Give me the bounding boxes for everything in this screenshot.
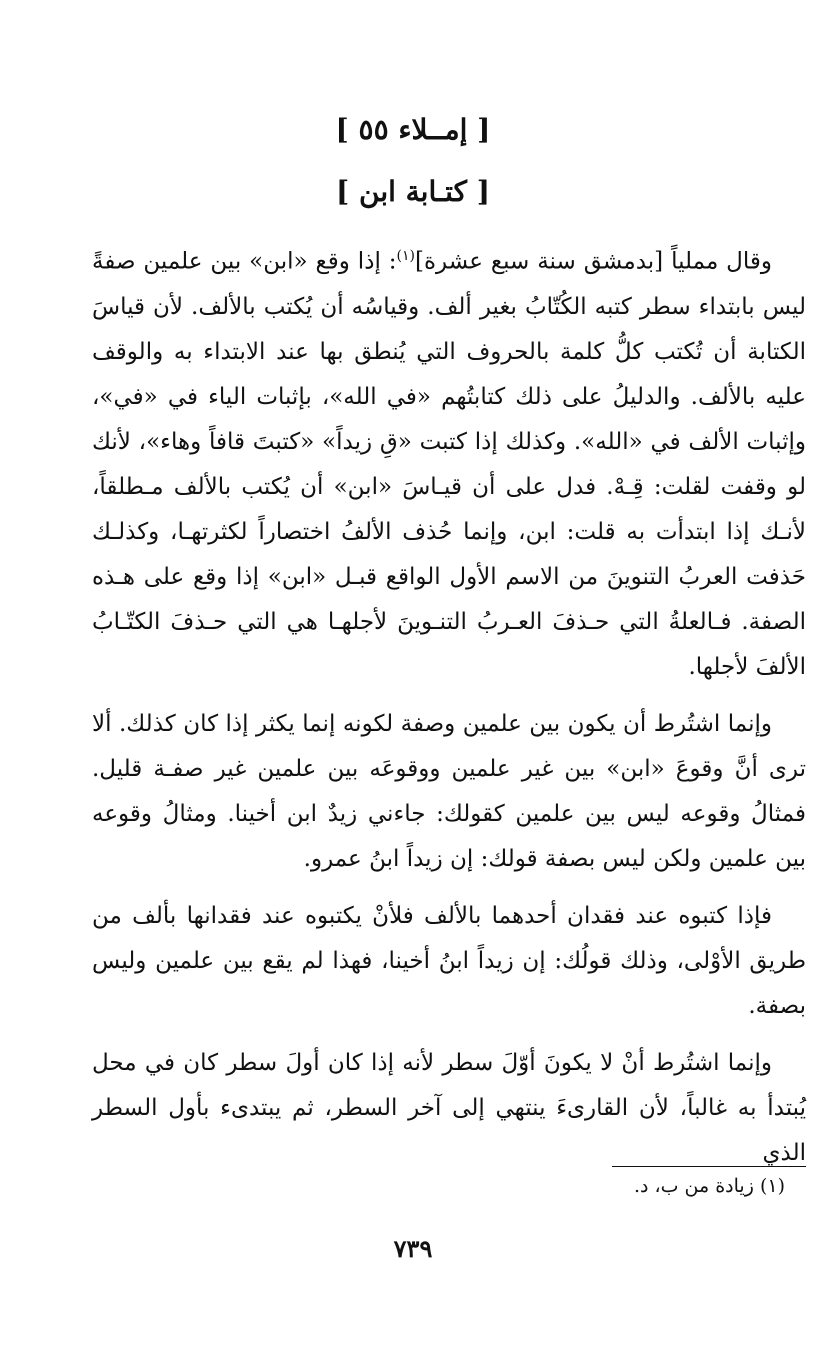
footnote-separator [612, 1166, 806, 1167]
paragraph-1 [92, 234, 806, 690]
footnote-reference: (١) [396, 248, 415, 264]
dictation-heading: [ إمــلاء ٥٥ ] [335, 113, 491, 146]
paragraph-3: فإذا كتبوه عند فقدان أحدهما بالألف فلأنْ يكتبوه عند فقدانها بألف من طريق الأوْلى، وذلك قولُك: إن زيداً ابنُ أخينا، فهذا لم يقع بين علمين وليس بصفة. [92, 902, 806, 1019]
section-subheading: [ كتـابة ابن ] [336, 175, 490, 208]
main-text [92, 234, 806, 1176]
paragraph-2: وإنما اشتُرط أن يكون بين علمين وصفة لكونه إنما يكثر إذا كان كذلك. ألا ترى أنَّ وقوعَ «ابن» بين غير علمين ووقوعَه بين علمين غير صفـة قليل. فمثالُ وقوعه ليس بين علمين كقولك: جاءني زيدٌ ابن أخينا. ومثالُ وقوعه بين علمين ولكن ليس بصفة قولك: إن زيداً ابنُ عمرو. [92, 710, 806, 872]
paragraph-4: وإنما اشتُرط أنْ لا يكونَ أوّلَ سطر لأنه إذا كان أولَ سطر كان في محل يُبتدأ به غالباً، لأن القارىءَ ينتهي إلى آخر السطر، ثم يبتدىء بأول السطر الذي [92, 1049, 806, 1166]
footnote: (١) زيادة من ب، د. [633, 1175, 785, 1197]
paragraph-1-body: : إذا وقع «ابن» بين علمين صفةً ليس بابتداء سطر كتبه الكُتّابُ بغير ألف. وقياسُه أن يُكتب بالألف. لأن قياسَ الكتابة أن تُكتب كلُّ كلمة بالحروف التي يُنطق بها عند الابتداء به والوقف عليه بالألف. والدليلُ على ذلك كتابتُهم «في الله»، بإثبات الياء في «في»، وإثبات الألف في «الله». وكذلك إذا كتبت «قِ زيداً» «كتبتَ قافاً وهاء»، لأنك لو وقفت لقلت: قِـهْ. فدل على أن قيـاسَ «ابن» أن يُكتب بالألف مـطلقاً، لأنـك إذا ابتدأت به قلت: ابن، وإنما حُذف الألفُ اختصاراً لكثرتهـا، وكذلـك حَذفت العربُ التنوينَ من الاسم الأول الواقع قبـل «ابن» إذا وقع على هـذه الصفة. فـالعلةُ التي حـذفَ العـربُ التنـوينَ لأجلهـا هي التي حـذفَ الكتّـابُ الألفَ لأجلها. [92, 248, 806, 680]
paragraph-1-opening: وقال مملياً [بدمشق سنة سبع عشرة] [414, 248, 772, 275]
page-number: ٧٣٩ [393, 1234, 433, 1263]
